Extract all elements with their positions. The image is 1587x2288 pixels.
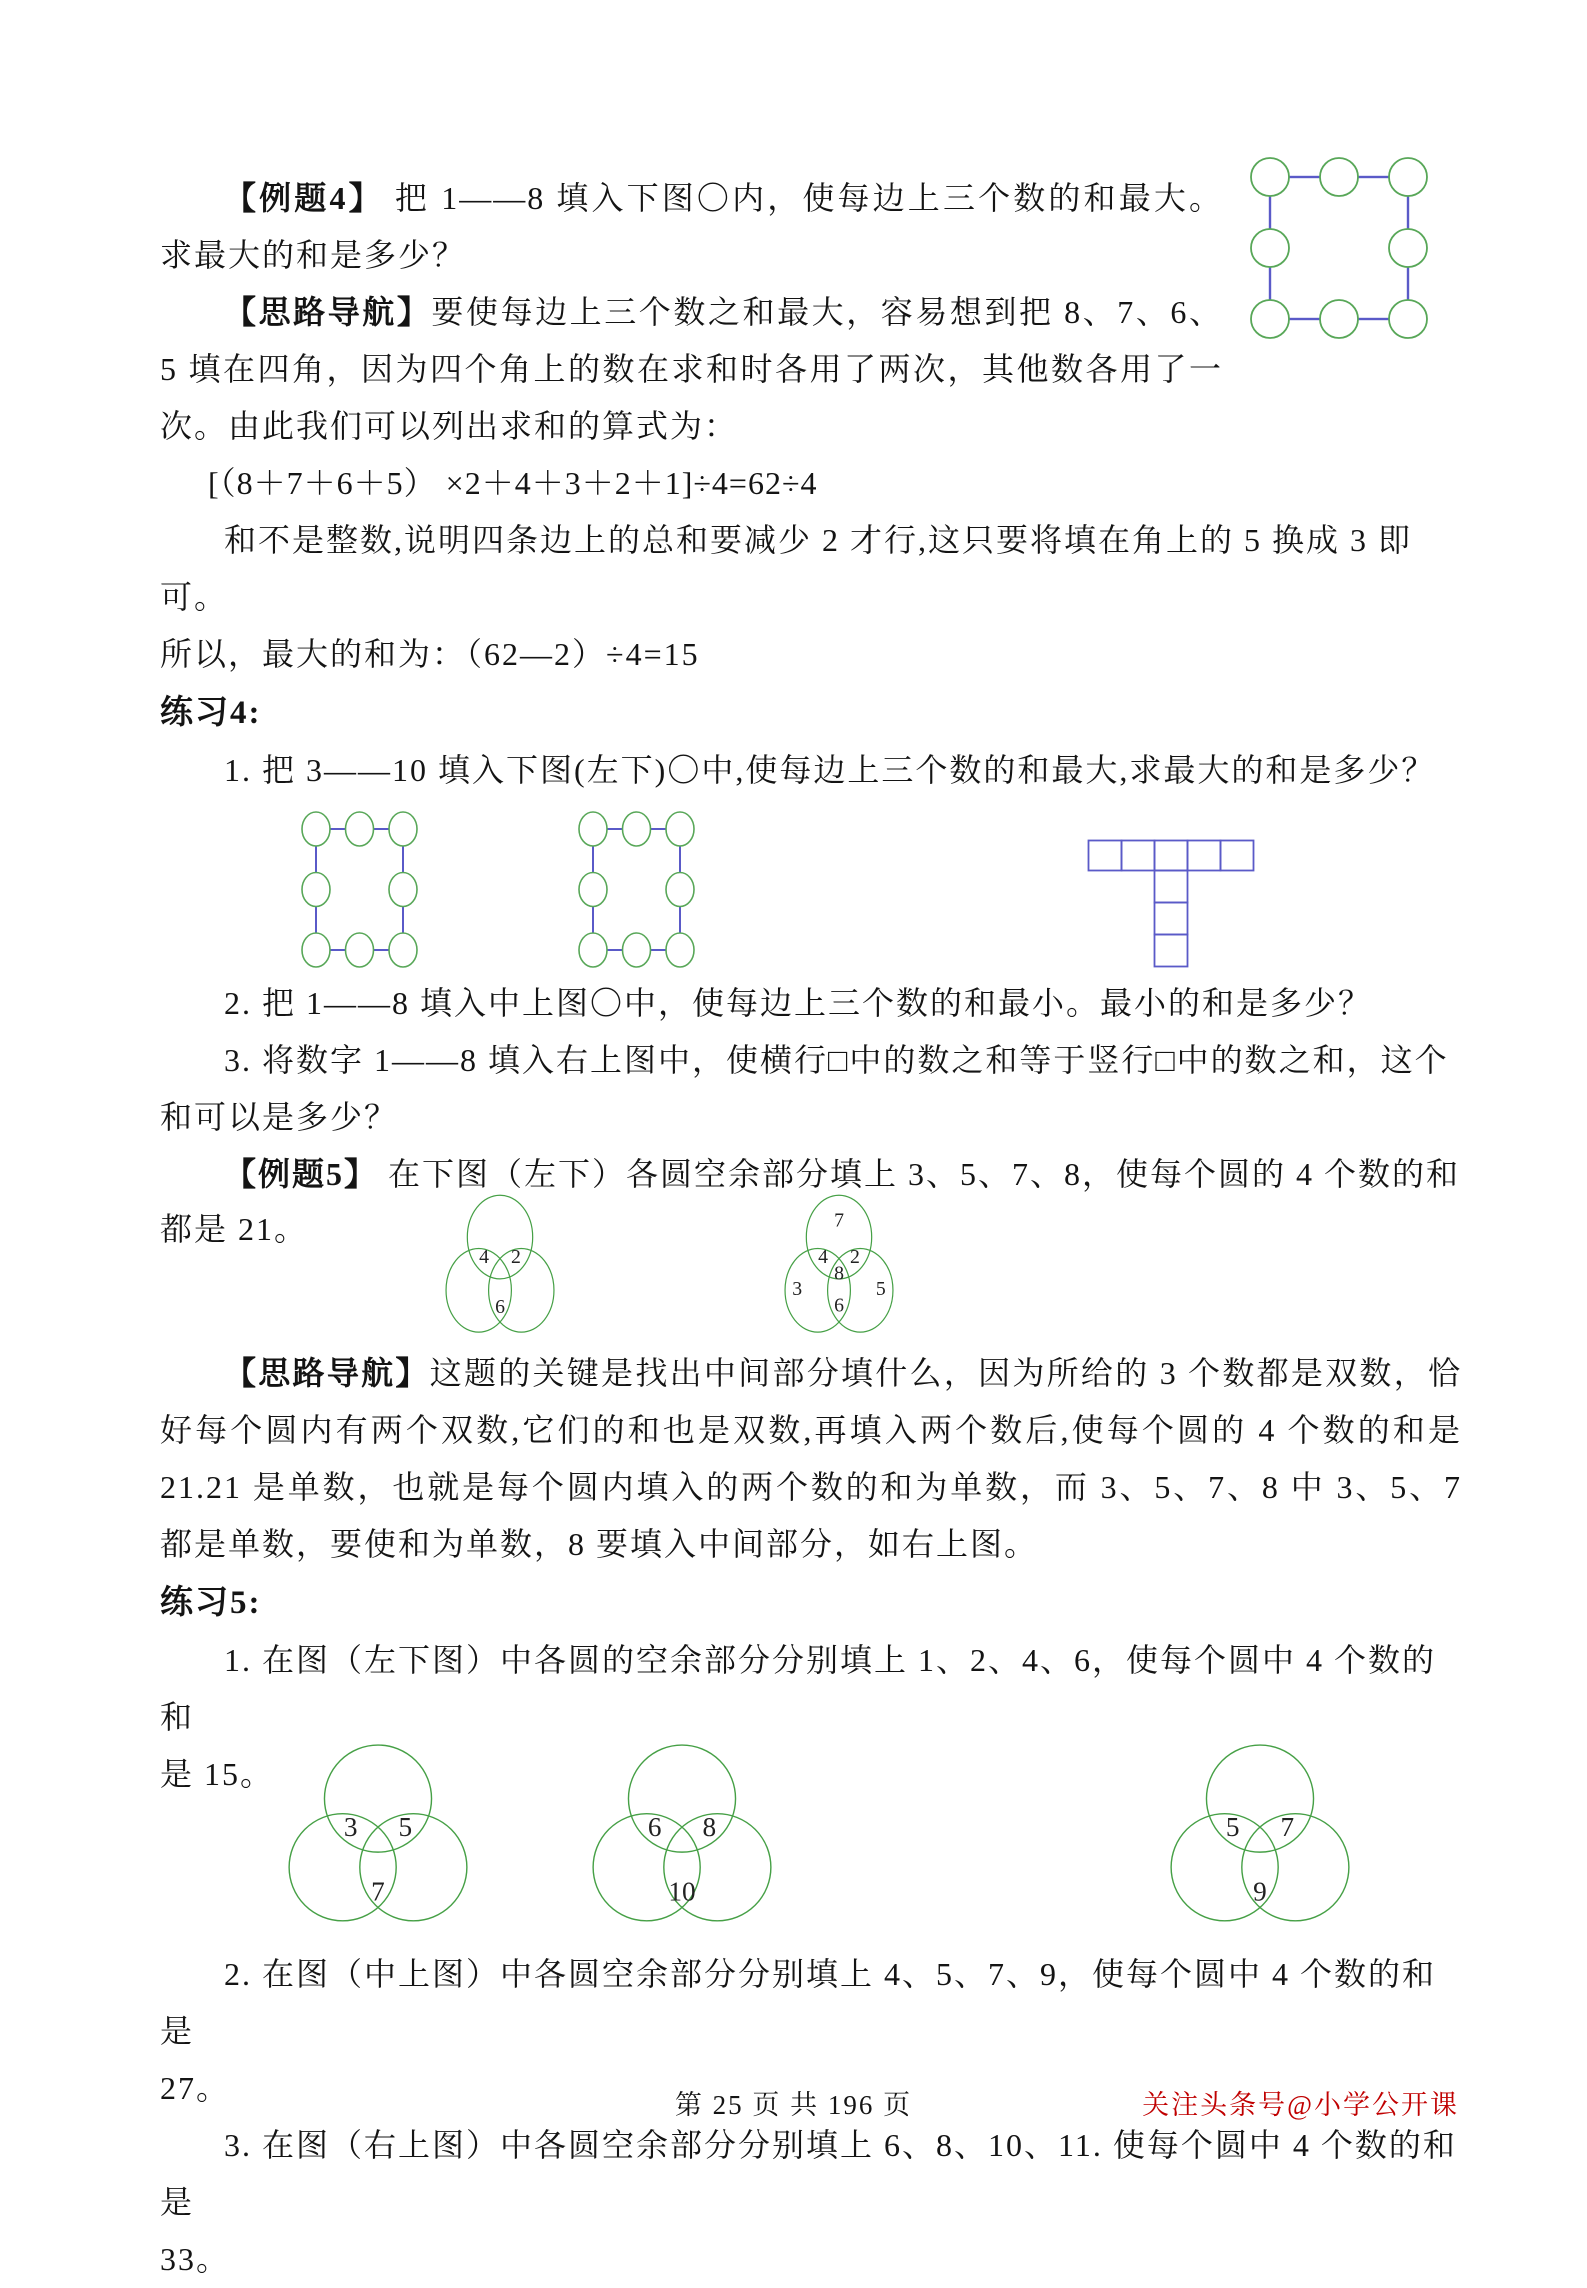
venn-diagram-unsolved	[443, 1193, 557, 1345]
example4-heading: 【例题4】	[224, 180, 384, 216]
venn-diagram-solved	[782, 1193, 896, 1345]
example4-note: 和不是整数,说明四条边上的总和要减少 2 才行,这只要将填在角上的 5 换成 3 即可。	[160, 522, 1413, 615]
exercise5-item2-line1: 2. 在图（中上图）中各圆空余部分分别填上 4、5、7、9，使每个圆中 4 个数的和是	[160, 1956, 1437, 2049]
venn-diagram-2	[586, 1740, 778, 1942]
venn-number-topleft: 4	[818, 1245, 828, 1268]
square-circles-diagram-left	[300, 811, 418, 969]
exercise4-figures-row	[160, 811, 1462, 969]
example4-nav-text: 要使每边上三个数之和最大，容易想到把 8、7、6、5 填在四角，因为四个角上的数在求和时各用了两次，其他数各用了一次。由此我们可以列出求和的算式为：	[160, 294, 1223, 444]
example4-section	[160, 170, 1462, 683]
venn-number-topright: 5	[398, 1811, 413, 1842]
example4-nav-heading: 【思路导航】	[224, 294, 432, 330]
example4-square-figure	[1249, 156, 1430, 340]
venn-number-top: 7	[834, 1209, 844, 1232]
venn-number-topleft: 4	[479, 1245, 489, 1268]
t-shape-squares-diagram	[1087, 839, 1255, 969]
example5-question-tail: 都是 21。	[160, 1211, 309, 1247]
venn-number-topleft: 6	[647, 1811, 662, 1842]
venn-number-topleft: 5	[1225, 1811, 1240, 1842]
square-circles-diagram	[1249, 156, 1430, 340]
example5-figures-row	[160, 1201, 1462, 1345]
venn-number-bottom: 9	[1253, 1876, 1267, 1907]
venn-number-topright: 2	[850, 1245, 860, 1268]
venn-number-center: 8	[834, 1262, 844, 1285]
example5-nav-heading: 【思路导航】	[224, 1355, 430, 1391]
venn-diagram-1	[282, 1740, 474, 1942]
exercise4-item3-line1: 3. 将数字 1——8 填入右上图中，使横行□中的数之和等于竖行□中的数之和，这个	[224, 1042, 1449, 1078]
example5-nav-paragraph	[160, 1345, 1462, 1573]
exercise5-item3-line2: 33。	[160, 2241, 231, 2277]
exercise5-item1-tail: 是 15。	[160, 1756, 275, 1792]
page-footer	[0, 2085, 1587, 2125]
example5-heading: 【例题5】	[224, 1156, 379, 1192]
exercise4-item2: 2. 把 1——8 填入中上图〇中，使每边上三个数的和最小。最小的和是多少？	[224, 985, 1373, 1021]
venn-number-bottom: 7	[371, 1876, 385, 1907]
example4-formula: [（8＋7＋6＋5） ×2＋4＋3＋2＋1]÷4=62÷4	[208, 465, 818, 501]
example5-nav-text: 这题的关键是找出中间部分填什么，因为所给的 3 个数都是双数，恰好每个圆内有两个双数,它们的和也是双数,再填入两个数后,使每个圆的 4 个数的和是 21.21 是单数，也就是每个圆内填入的两个数的和为单数，而 3、5、7、8 中 3、5、7 都是单数，要使和为单数，8 要填入中间部分，如右上图。	[160, 1355, 1462, 1562]
example4-question-text: 把 1——8 填入下图〇内，使每边上三个数的和最大。求最大的和是多少？	[160, 180, 1223, 273]
exercise5-item3-line1: 3. 在图（右上图）中各圆空余部分分别填上 6、8、10、11. 使每个圆中 4 个数的和是	[160, 2127, 1457, 2220]
venn-diagram-3	[1164, 1740, 1356, 1942]
exercise5-item1-line1: 1. 在图（左下图）中各圆的空余部分分别填上 1、2、4、6，使每个圆中 4 个数的和	[160, 1642, 1437, 1735]
exercise5-heading: 练习5:	[160, 1585, 262, 1621]
venn-number-topright: 8	[702, 1811, 717, 1842]
venn-number-bottom: 6	[834, 1294, 844, 1317]
venn-number-topleft: 3	[343, 1811, 358, 1842]
venn-number-topright: 7	[1280, 1811, 1295, 1842]
example4-conclusion: 所以，最大的和为：（62—2）÷4=15	[160, 636, 700, 672]
square-circles-diagram-middle	[577, 811, 695, 969]
venn-number-left: 3	[792, 1277, 803, 1300]
exercise5-item2-line2: 27。	[160, 2070, 231, 2106]
exercise4-item3-line2: 和可以是多少？	[160, 1099, 399, 1135]
venn-number-right: 5	[875, 1277, 886, 1300]
venn-number-bottom: 6	[495, 1296, 505, 1318]
exercise4-heading: 练习4:	[160, 695, 262, 731]
example5-question-text: 在下图（左下）各圆空余部分填上 3、5、7、8，使每个圆的 4 个数的和	[378, 1156, 1461, 1192]
exercise5-figures-row	[160, 1746, 1462, 1942]
venn-number-topright: 2	[511, 1245, 521, 1268]
venn-number-bottom: 10	[668, 1876, 696, 1907]
watermark-text: 关注头条号@小学公开课	[1142, 2090, 1459, 2120]
page-number: 第 25 页 共 196 页	[674, 2090, 913, 2120]
exercise4-item1: 1. 把 3——10 填入下图(左下)〇中,使每边上三个数的和最大,求最大的和是多少？	[224, 752, 1436, 788]
